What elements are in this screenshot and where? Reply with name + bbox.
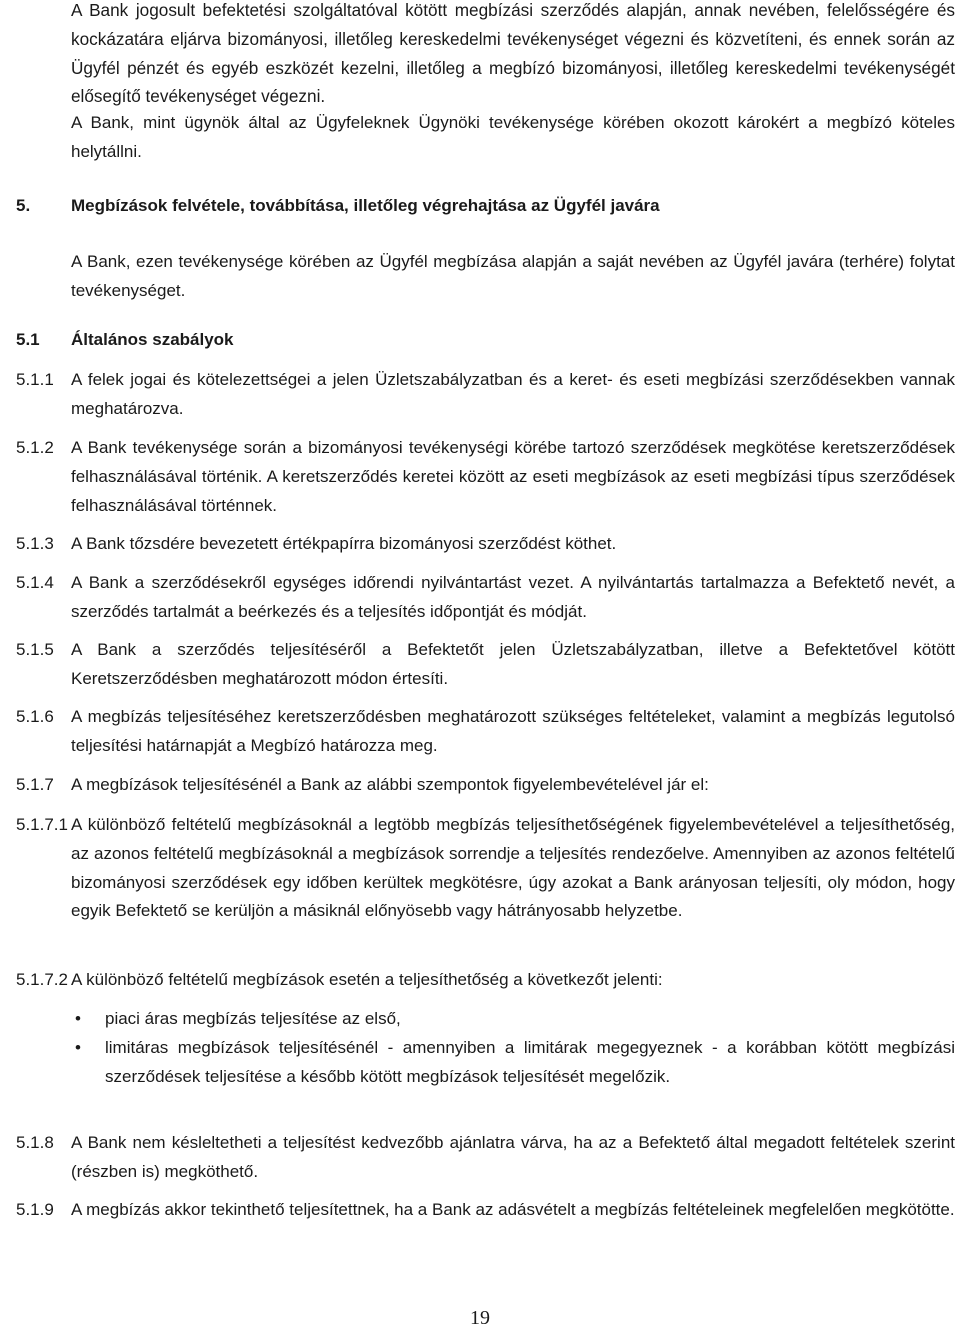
clause-text: A megbízás teljesítéséhez keretszerződésben meghatározott szükséges feltételeket, valamint a megbízás legutolsó teljesítési határnapját a Megbízó határozza meg. [71, 707, 955, 755]
page-number: 19 [470, 1307, 490, 1329]
list-item [71, 1034, 955, 1092]
clause-5-1-5 [16, 636, 956, 694]
clause-text: A Bank nem késleltetheti a teljesítést kedvezőbb ajánlatra várva, ha az a Befektető által megadott feltételek szerint (részben is) megköthető. [71, 1133, 955, 1181]
clause-number: 5.1.9 [16, 1200, 54, 1219]
bullet-icon: • [75, 1009, 81, 1028]
clause-5-1-7 [16, 771, 956, 800]
clause-number: 5.1.1 [16, 370, 54, 389]
clause-number: 5.1.3 [16, 534, 54, 553]
clause-5-1-9 [16, 1196, 956, 1225]
list-item-text: piaci áras megbízás teljesítése az első, [105, 1009, 401, 1028]
clause-number: 5.1.7.2 [16, 970, 68, 989]
section-5-paragraph: A Bank, ezen tevékenysége körében az Ügyfél megbízása alapján a saját nevében az Ügyfél javára (terhére) folytat tevékenységet. [71, 252, 955, 300]
clause-text: A felek jogai és kötelezettségei a jelen Üzletszabályzatban és a keret- és eseti megbízási szerződésekben vannak meghatározva. [71, 370, 955, 418]
clause-number: 5.1.2 [16, 438, 54, 457]
section-5-1-heading [16, 326, 234, 355]
clause-number: 5.1.7.1 [16, 815, 68, 834]
section-5-1-number: 5.1 [16, 330, 40, 349]
clause-5-1-1 [16, 366, 956, 424]
clause-number: 5.1.6 [16, 707, 54, 726]
clause-text: A megbízások teljesítésénél a Bank az alábbi szempontok figyelembevételével jár el: [71, 775, 709, 794]
intro-paragraph-1: A Bank jogosult befektetési szolgáltatóval kötött megbízási szerződés alapján, annak nevében, felelősségére és kockázatára eljárva bizományosi, illetőleg kereskedelmi tevékenységet végezni és közvetíteni, és ennek során az Ügyfél pénzét és egyéb eszközét kezelni, illetőleg a megbízó bizományosi, illetőleg kereskedelmi tevékenységét elősegítő tevékenységet végezni. [71, 0, 955, 107]
clause-text: A megbízás akkor tekinthető teljesítettnek, ha a Bank az adásvételt a megbízás feltételeinek megfelelően megkötötte. [71, 1200, 955, 1219]
clause-5-1-6 [16, 703, 956, 761]
list-item-text: limitáras megbízások teljesítésénél - amennyiben a limitárak megegyeznek - a korábban kötött megbízási szerződések teljesítése a később kötött megbízások teljesítését megelőzik. [105, 1037, 955, 1086]
clause-text: A Bank tevékenysége során a bizományosi tevékenységi körébe tartozó szerződések megkötése keretszerződések felhasználásával történik. A keretszerződés keretei között az eseti megbízások az eseti megbízási típus szerződések felhasználásával történnek. [71, 438, 955, 515]
section-5-title: Megbízások felvétele, továbbítása, illetőleg végrehajtása az Ügyfél javára [71, 196, 660, 215]
clause-5-1-3 [16, 530, 956, 559]
clause-5-1-7-1 [16, 811, 956, 926]
clause-text: A különböző feltételű megbízások esetén a teljesíthetőség a következőt jelenti: [71, 970, 663, 989]
clause-number: 5.1.8 [16, 1133, 54, 1152]
clause-5-1-4 [16, 569, 956, 627]
clause-number: 5.1.5 [16, 640, 54, 659]
clause-5-1-7-2 [16, 966, 956, 995]
section-5-heading [16, 192, 660, 221]
clause-text: A Bank tőzsdére bevezetett értékpapírra bizományosi szerződést köthet. [71, 534, 617, 553]
bullet-icon: • [75, 1037, 81, 1057]
intro-paragraph-2: A Bank, mint ügynök által az Ügyfeleknek Ügynöki tevékenysége körében okozott károkért a megbízó köteles helytállni. [71, 113, 955, 161]
clause-text: A különböző feltételű megbízásoknál a legtöbb megbízás teljesíthetőségének figyelembevételével a teljesíthetőség, az azonos feltételű megbízásoknál a megbízások sorrendje a teljesítés rendezőelve. Amennyiben az azonos feltételű bizományosi szerződések egy időben kerültek megkötésre, úgy azokat a Bank arányosan teljesíti, oly módon, hogy egyik Befektető se kerüljön a másiknál előnyösebb vagy hátrányosabb helyzetbe. [71, 815, 955, 921]
clause-text: A Bank a szerződésekről egységes időrendi nyilvántartást vezet. A nyilvántartás tartalmazza a Befektető nevét, a szerződés tartalmát a beérkezés és a teljesítés időpontját és módját. [71, 573, 955, 621]
bullet-list [71, 1005, 955, 1091]
clause-text: A Bank a szerződés teljesítéséről a Befektetőt jelen Üzletszabályzatban, illetve a Befektetővel kötött Keretszerződésben meghatározott módon értesíti. [71, 640, 955, 688]
list-item [71, 1005, 955, 1034]
clause-5-1-2 [16, 434, 956, 520]
clause-5-1-8 [16, 1129, 956, 1187]
section-5-number: 5. [16, 196, 31, 215]
clause-number: 5.1.4 [16, 573, 54, 592]
clause-number: 5.1.7 [16, 775, 54, 794]
section-5-1-title: Általános szabályok [71, 330, 234, 349]
